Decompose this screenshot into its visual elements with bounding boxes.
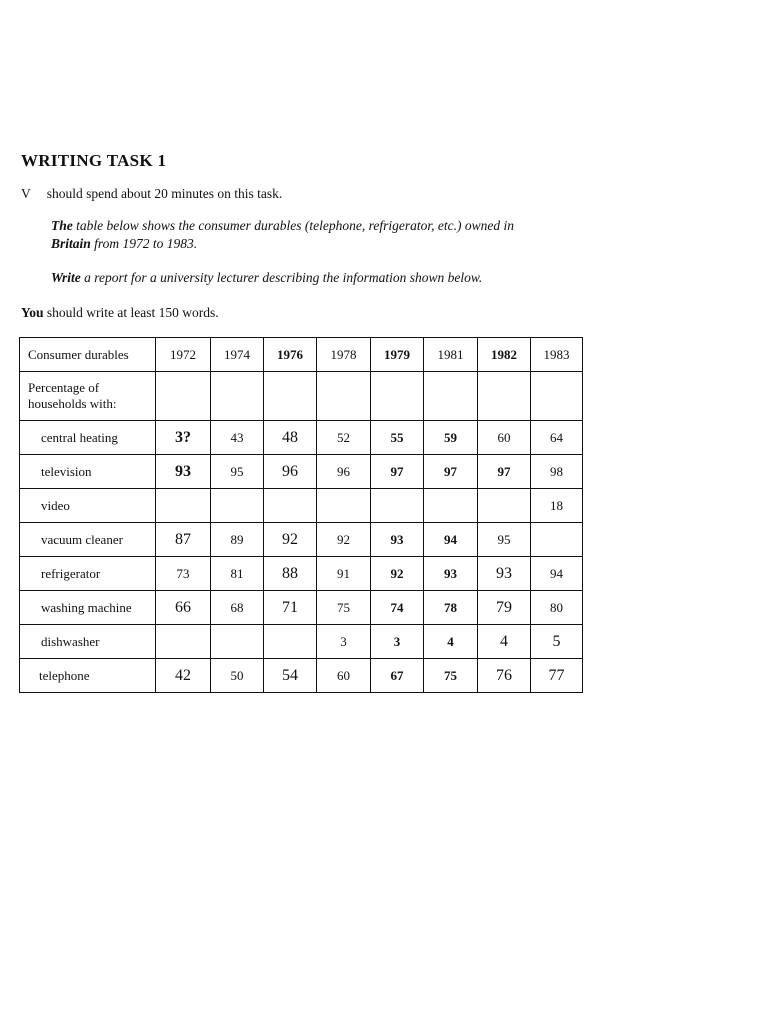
table-cell: 91 (317, 557, 371, 591)
table-cell (211, 625, 264, 659)
table-cell: 50 (211, 659, 264, 693)
table-cell: 88 (264, 557, 317, 591)
table-cell: 55 (371, 421, 424, 455)
table-cell: 3? (156, 421, 211, 455)
table-cell: 66 (156, 591, 211, 625)
table-cell: 94 (531, 557, 583, 591)
table-cell (424, 489, 478, 523)
table-cell: 92 (264, 523, 317, 557)
year-header: 1974 (211, 338, 264, 372)
table-subheader-row (20, 372, 583, 421)
table-cell: 42 (156, 659, 211, 693)
table-cell: 71 (264, 591, 317, 625)
table-row (20, 421, 583, 455)
prompt-line-1-lead: The (51, 218, 73, 233)
year-header: 1976 (264, 338, 317, 372)
word-count-instruction (21, 305, 219, 321)
table-cell: 76 (478, 659, 531, 693)
table-cell: 18 (531, 489, 583, 523)
table-cell: 97 (371, 455, 424, 489)
prompt-line-3 (51, 270, 482, 286)
table-cell: 77 (531, 659, 583, 693)
table-cell: 93 (424, 557, 478, 591)
table-cell: 96 (317, 455, 371, 489)
empty-cell (317, 372, 371, 421)
prompt-line-1-text: table below shows the consumer durables (telephone, refrigerator, etc.) owned in (76, 218, 514, 233)
table-cell: 93 (371, 523, 424, 557)
word-count-text: should write at least 150 words. (46, 305, 219, 320)
prompt-line-3-text: a report for a university lecturer describing the information shown below. (84, 270, 483, 285)
table-cell: 75 (317, 591, 371, 625)
table-cell: 95 (478, 523, 531, 557)
table-cell: 89 (211, 523, 264, 557)
table-cell: 5 (531, 625, 583, 659)
table-cell: 43 (211, 421, 264, 455)
year-header: 1978 (317, 338, 371, 372)
table-cell: 92 (317, 523, 371, 557)
prompt-line-1 (51, 218, 514, 234)
table-cell (156, 625, 211, 659)
table-cell: 60 (478, 421, 531, 455)
prompt-line-2-text: from 1972 to 1983. (94, 236, 198, 251)
prompt-line-3-lead: Write (51, 270, 81, 285)
table-header-row (20, 338, 583, 372)
empty-cell (211, 372, 264, 421)
table-cell: 4 (424, 625, 478, 659)
year-header: 1983 (531, 338, 583, 372)
empty-cell (424, 372, 478, 421)
header-label: Consumer durables (20, 338, 156, 372)
table-row (20, 489, 583, 523)
table-row (20, 557, 583, 591)
table-cell: 97 (478, 455, 531, 489)
consumer-durables-table (19, 337, 583, 693)
table-cell: 96 (264, 455, 317, 489)
table-cell (371, 489, 424, 523)
empty-cell (478, 372, 531, 421)
year-header: 1982 (478, 338, 531, 372)
table-row (20, 591, 583, 625)
table-cell: 78 (424, 591, 478, 625)
table-cell: 3 (371, 625, 424, 659)
table-cell (317, 489, 371, 523)
prompt-line-2-lead: Britain (51, 236, 91, 251)
table-cell: 79 (478, 591, 531, 625)
table-row (20, 523, 583, 557)
table-cell (264, 625, 317, 659)
row-label: washing machine (20, 591, 156, 625)
empty-cell (264, 372, 317, 421)
time-instruction-lead: V (21, 186, 31, 201)
table-cell: 59 (424, 421, 478, 455)
table-cell: 74 (371, 591, 424, 625)
table-cell: 98 (531, 455, 583, 489)
table-cell: 97 (424, 455, 478, 489)
row-label: television (20, 455, 156, 489)
table-row (20, 625, 583, 659)
word-count-lead: You (21, 305, 44, 320)
table-cell (478, 489, 531, 523)
table-cell (531, 523, 583, 557)
table-cell: 87 (156, 523, 211, 557)
empty-cell (531, 372, 583, 421)
year-header: 1972 (156, 338, 211, 372)
table-cell (156, 489, 211, 523)
table-cell: 4 (478, 625, 531, 659)
prompt-line-2 (51, 236, 197, 252)
time-instruction (21, 186, 282, 202)
table-cell: 60 (317, 659, 371, 693)
table-cell: 95 (211, 455, 264, 489)
task-heading: WRITING TASK 1 (21, 151, 167, 170)
table-cell: 52 (317, 421, 371, 455)
empty-cell (156, 372, 211, 421)
row-label: video (20, 489, 156, 523)
table-cell: 92 (371, 557, 424, 591)
table-cell: 48 (264, 421, 317, 455)
table-cell: 67 (371, 659, 424, 693)
row-label: dishwasher (20, 625, 156, 659)
row-label: central heating (20, 421, 156, 455)
table-cell (211, 489, 264, 523)
table-row (20, 659, 583, 693)
time-instruction-text: should spend about 20 minutes on this task. (46, 186, 283, 201)
table-cell: 81 (211, 557, 264, 591)
table-cell: 3 (317, 625, 371, 659)
table-cell: 93 (156, 455, 211, 489)
table-cell: 80 (531, 591, 583, 625)
table-cell: 54 (264, 659, 317, 693)
table-cell: 94 (424, 523, 478, 557)
year-header: 1979 (371, 338, 424, 372)
subheader-label: Percentage of households with: (20, 372, 156, 421)
table-row (20, 455, 583, 489)
table-cell: 73 (156, 557, 211, 591)
row-label: refrigerator (20, 557, 156, 591)
year-header: 1981 (424, 338, 478, 372)
table-cell: 75 (424, 659, 478, 693)
table-cell: 68 (211, 591, 264, 625)
row-label: telephone (20, 659, 156, 693)
table-cell: 64 (531, 421, 583, 455)
table-cell (264, 489, 317, 523)
empty-cell (371, 372, 424, 421)
table-cell: 93 (478, 557, 531, 591)
row-label: vacuum cleaner (20, 523, 156, 557)
